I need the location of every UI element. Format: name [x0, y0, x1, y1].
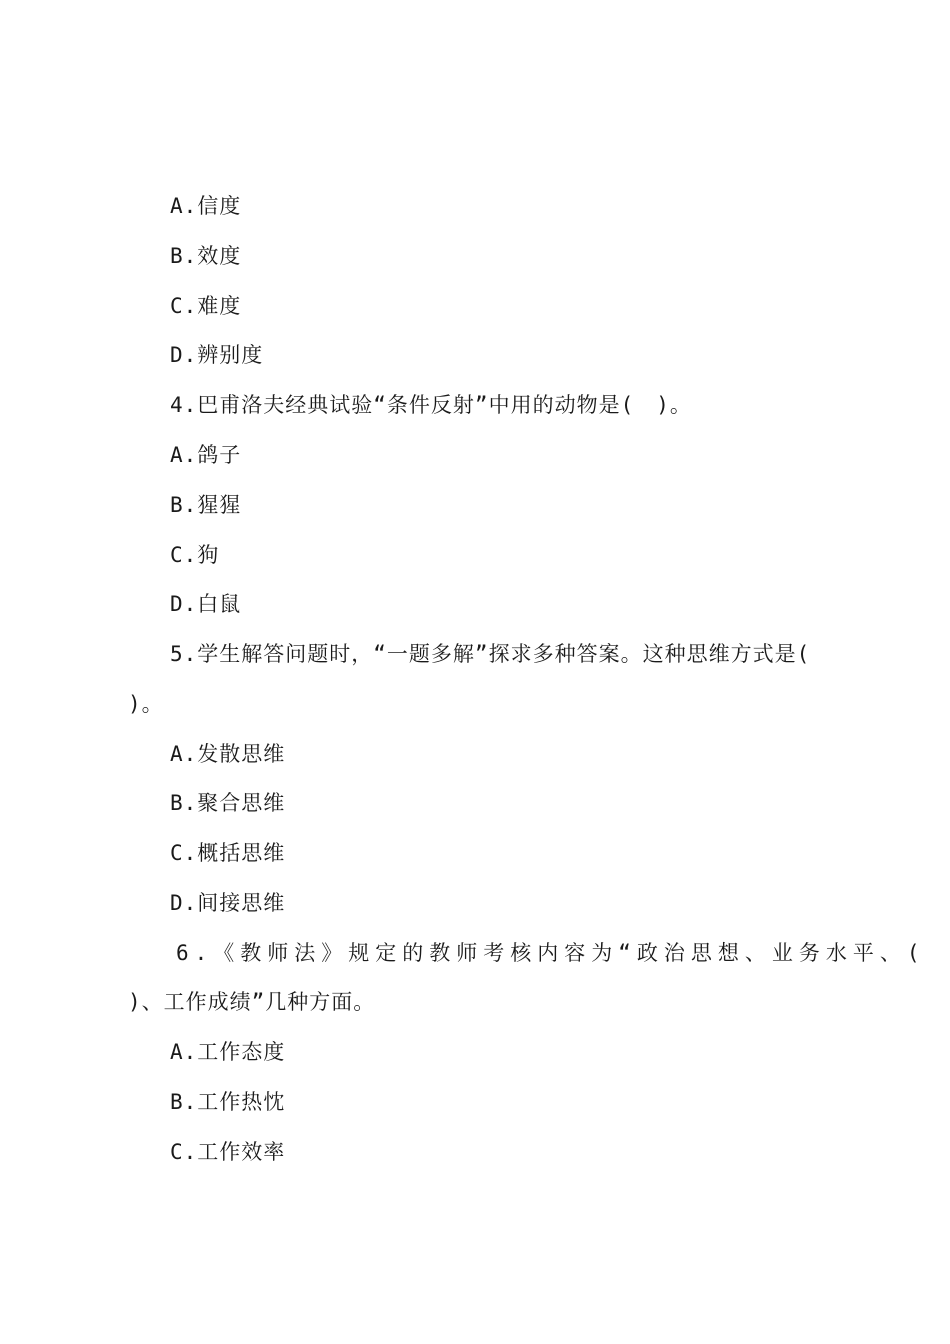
question-5-stem-line1: 5.学生解答问题时，“一题多解”探求多种答案。这种思维方式是(: [170, 642, 811, 666]
option-q4-c: C.狗: [170, 543, 220, 567]
option-q4-b: B.猩猩: [170, 493, 242, 517]
option-q6-c: C.工作效率: [170, 1140, 286, 1164]
option-q5-b: B.聚合思维: [170, 791, 286, 815]
option-q5-c: C.概括思维: [170, 841, 286, 865]
option-q3-d: D.辨别度: [170, 343, 264, 367]
question-5-stem-line2: )。: [128, 692, 164, 716]
option-q4-d: D.白鼠: [170, 592, 242, 616]
option-q3-c: C.难度: [170, 294, 242, 318]
option-q3-a: A.信度: [170, 194, 242, 218]
question-6-stem-line2: )、工作成绩”几种方面。: [128, 990, 376, 1014]
question-6-stem-line1: 6.《教师法》规定的教师考核内容为“政治思想、业务水平、(: [176, 941, 926, 965]
question-4-stem: 4.巴甫洛夫经典试验“条件反射”中用的动物是( )。: [170, 393, 692, 417]
option-q4-a: A.鸽子: [170, 443, 242, 467]
option-q6-b: B.工作热忱: [170, 1090, 286, 1114]
option-q6-a: A.工作态度: [170, 1040, 286, 1064]
option-q3-b: B.效度: [170, 244, 242, 268]
option-q5-a: A.发散思维: [170, 742, 286, 766]
option-q5-d: D.间接思维: [170, 891, 286, 915]
